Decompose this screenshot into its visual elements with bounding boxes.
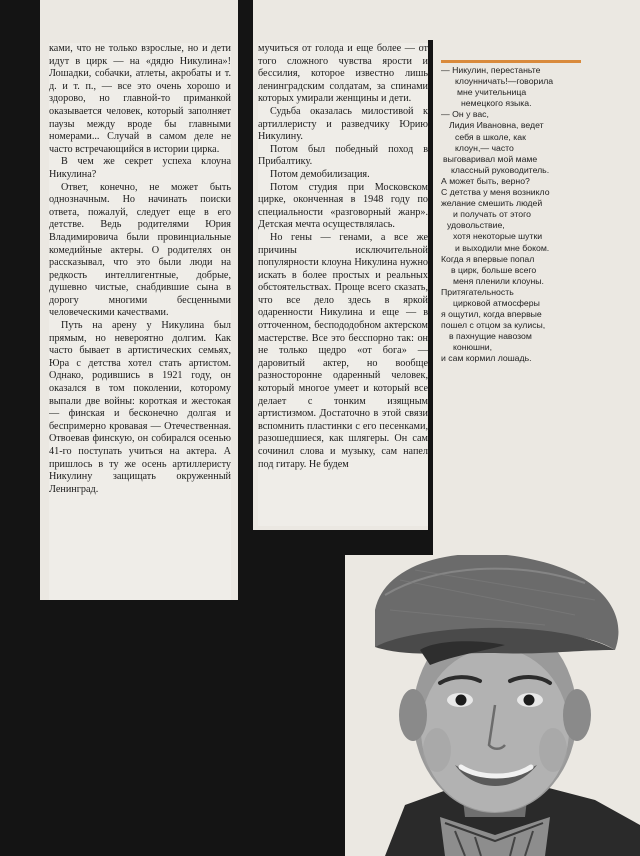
sidebar-line: клоунничать!—говорила [455,76,554,87]
sidebar-line: себя в школе, как [455,131,526,142]
column2-right-edge [428,40,433,530]
sidebar-line: — Он у вас, [441,109,489,120]
bottom-dark-band-left [40,600,238,856]
paragraph: Судьба оказалась милостивой к артиллеристу и разведчику Юрию Никулину. [258,105,428,143]
sidebar-line: мне учительница [457,87,527,98]
sidebar-line: и сам кормил лошадь. [441,353,532,364]
sidebar-line: Когда я впервые попал [441,253,535,264]
paragraph: Путь на арену у Никулина был прямым, но невероятно долгим. Как часто бывает в артистических семьях, Юра с детства хотел стать артистом. Однако, родившись в 1921 году, он оказался в том поколении, которому выпали две войны: короткая и жестокая — финская и бесконечно долгая и беспримерно кровавая — Отечественная. Отвоевав финскую, он собирался осенью 41-го поступать учиться на актера. А пришлось в ту же осень артиллеристу Никулину защищать окруженный Ленинград. [49,320,231,495]
sidebar-line: классный руководитель. [451,164,550,175]
sidebar-line: клоун,— часто [455,142,514,153]
sidebar-line: Лидия Ивановна, ведет [449,120,544,131]
sidebar-line: в пахнущие навозом [449,331,532,342]
sidebar-line: хотя некоторые шутки [453,231,543,242]
left-dark-band [0,0,40,856]
sidebar-line: в цирк, больше всего [451,264,537,275]
sidebar-line: Притягательность [441,286,514,297]
accent-rule [441,60,581,63]
paragraph: ками, что не только взрослые, но и дети идут в цирк — на «дядю Никулина»! Лошадки, собачки, атлеты, акробаты и т. д. и т. п., — все это очень хорошо и здорово, но главной-то приманкой оказывается человек, который заполняет паузы между вроде бы главными номерами... Случай в самом деле не часто встречающийся в истории цирка. [49,43,231,155]
sidebar-line: и выходили мне боком. [455,242,550,253]
sidebar-line: — Никулин, перестаньте [441,65,541,75]
paragraph: Ответ, конечно, не может быть однозначным. Но начинать поиски ответа, пожалуй, следует еще в его детстве. Ведь родителями Юрия Владимировича были провинциальные комедийные актеры. О родителях он рассказывал, что это были люди на редкость интеллигентные, добрые, душевно чистые, снабдившие сына в дорогу многими бесценными человеческими качествами. [49,181,231,319]
sidebar-line: пошел с отцом за кулисы, [441,320,546,331]
boy-in-cap-photo [345,555,640,856]
paragraph: Но гены — генами, а все же причины исключительной популярности клоуна Никулина нужно искать в более простых и реальных обстоятельствах. Проще всего сказать, что все дело здесь в яркой одаренности Никулина и еще — в отточенном, беспододобном актерском мастерстве. Все это бесспорно так: он не только щедро «от бога» — даровитый актер, но вообще разносторонне одаренный человек, который многое умеет и который все делает с тонким изящным артистизмом. Достаточно в этой связи вспомнить пластинки с его песенками, разошедшиеся, как шлягеры. Он сам сочинил слова и музыку, сам напел под гитару. Не будем [258,231,428,470]
sidebar-line: и получать от этого [453,209,531,220]
sidebar-line: цирковой атмосферы [453,297,540,308]
sidebar-line: выговаривал мой маме [443,153,538,164]
sidebar-line: конюшни, [453,342,493,353]
quote-sidebar [441,60,581,365]
paragraph: Потом был победный поход в Прибалтику. [258,143,428,168]
sidebar-line: А может быть, верно? [441,175,530,186]
paragraph: Потом студия при Московском цирке, оконченная в 1948 году по специальности «разговорный жанр». Детская мечта осуществлялась. [258,181,428,231]
article-column-1 [49,43,231,600]
article-column-2 [258,43,428,526]
paragraph: мучиться от голода и еще более — от того сложного чувства ярости и бессилия, которое известно лишь ленинградским солдатам, за спинами которых умирали женщины и дети. [258,43,428,105]
sidebar-line: желание смешить людей [441,198,543,209]
sidebar-line: С детства у меня возникло [441,187,550,198]
sidebar-line: я ощутил, когда впервые [441,309,542,320]
sidebar-line: меня пленили клоуны. [453,275,544,286]
paragraph: В чем же секрет успеха клоуна Никулина? [49,156,231,180]
sidebar-line: удовольствие, [447,220,505,231]
paragraph: Потом демобилизация. [270,168,370,180]
sidebar-line: немецкого языка. [461,98,532,109]
